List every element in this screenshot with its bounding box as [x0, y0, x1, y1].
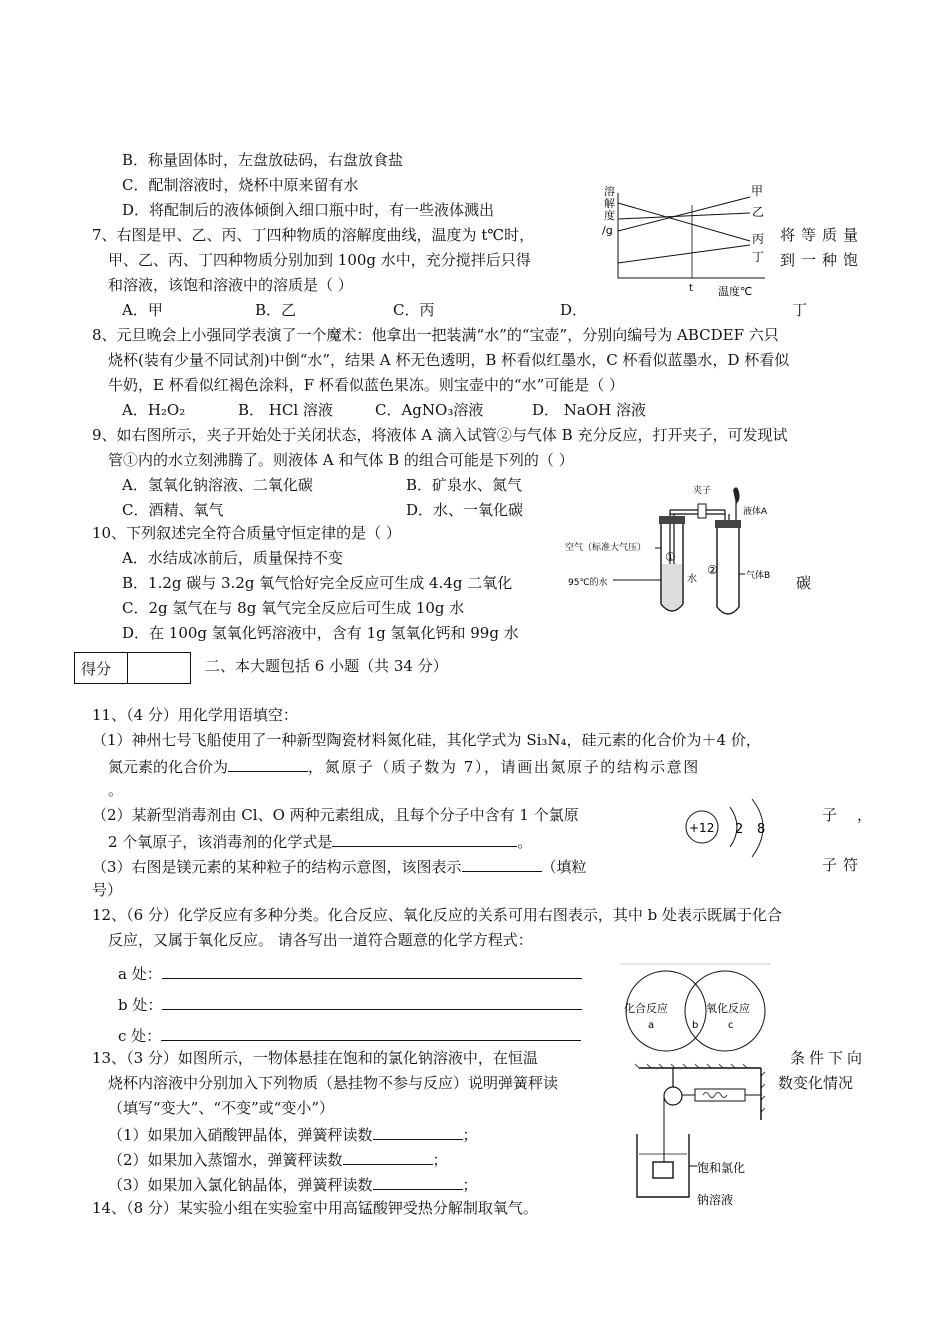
- q8-option-a: A．H₂O₂: [122, 401, 186, 419]
- q13-blank-1[interactable]: [373, 1123, 463, 1140]
- q11-blank-1[interactable]: [228, 755, 308, 772]
- q12-b-line: b 处：: [118, 993, 582, 1015]
- q12-line2: 反应，又属于氧化反应。 请各写出一道符合题意的化学方程式：: [108, 931, 533, 949]
- q13-line1-tail: 条件下向: [790, 1049, 867, 1067]
- clip-label: 夹子: [693, 486, 712, 496]
- q10-option-a: A．水结成冰前后，质量保持不变: [122, 549, 343, 567]
- shell-1-count: 2: [735, 822, 744, 837]
- curve-bing-label: 丙: [752, 232, 765, 246]
- air-label: 空气（标准大气压）: [565, 543, 647, 553]
- q12-blank-c[interactable]: [161, 1024, 581, 1041]
- hanging-object: [653, 1162, 673, 1178]
- q9-option-a: A．氢氧化钠溶液、二氧化碳: [122, 476, 313, 494]
- score-field[interactable]: [128, 653, 191, 684]
- q11-p1-line3: 。: [108, 781, 124, 799]
- shell-2-count: 8: [757, 822, 766, 837]
- curve-ding-label: 丁: [752, 250, 765, 264]
- pulley-icon: [664, 1087, 682, 1105]
- venn-a: a: [648, 1020, 655, 1031]
- q6-option-d: D．将配制后的液体倾倒入细口瓶中时，有一些液体溅出: [122, 201, 495, 219]
- q6-option-c: C．配制溶液时，烧杯中原来留有水: [122, 176, 359, 194]
- solution-label-1: 饱和氯化: [697, 1161, 746, 1175]
- q6-option-b: B．称量固体时，左盘放砝码，右盘放食盐: [122, 151, 404, 169]
- q8-line2: 烧杯(装有少量不同试剂)中倒“水”，结果 A 杯无色透明，B 杯看似红墨水，C 杯看似蓝墨水，D 杯看似: [108, 351, 790, 369]
- q9-line2: 管①内的水立刻沸腾了。则液体 A 和气体 B 的组合可能是下列的（ ）: [108, 451, 574, 469]
- tube-1-stopper: [659, 516, 685, 524]
- q10-option-b: B．1.2g 碳与 3.2g 氧气恰好完全反应可生成 4.4g 二氧化: [122, 574, 513, 592]
- tube-2: [717, 524, 739, 614]
- nucleus-charge: +12: [689, 821, 715, 835]
- q11-blank-2[interactable]: [332, 830, 517, 847]
- spring-balance-figure: [625, 1062, 770, 1210]
- solution-label-2: 钠溶液: [697, 1193, 734, 1207]
- tube-2-label: ②: [707, 563, 718, 577]
- mg-ion-diagram: [680, 795, 780, 865]
- tube-1-label: ①: [665, 550, 676, 564]
- q9-line1: 9、如右图所示，夹子开始处于关闭状态，将液体 A 滴入试管②与气体 B 充分反应，打开夹子，可发现试: [92, 426, 788, 444]
- q11-p3-line1-tail: 子符: [822, 856, 865, 874]
- q13-p3: （3）如果加入氯化钠晶体，弹簧秤读数 ；: [108, 1173, 478, 1195]
- reaction-venn-diagram: [618, 962, 773, 1054]
- q7-option-d: D．: [560, 301, 588, 319]
- q11-p3-line1: （3）右图是镁元素的某种粒子的结构示意图，该图表示 （填粒: [92, 855, 587, 877]
- venn-right-label: 氧化反应: [706, 1002, 750, 1015]
- q13-p1: （1）如果加入硝酸钾晶体，弹簧秤读数 ；: [108, 1123, 478, 1145]
- q7-line1-tail: 将等质量: [780, 226, 865, 244]
- q11-p2-line1-tail: 子，: [822, 806, 893, 824]
- q9-option-b: B．矿泉水、氮气: [406, 476, 523, 494]
- graph-ylabel-4: /g: [602, 224, 613, 237]
- venn-b: b: [692, 1020, 699, 1031]
- q11-p2-line2: 2 个氧原子，该消毒剂的化学式是 。: [108, 830, 532, 852]
- q11-line1: 11、（4 分）用化学用语填空：: [92, 706, 298, 724]
- curve-jia-label: 甲: [751, 184, 764, 198]
- q7-line1: 7、右图是甲、乙、丙、丁四种物质的溶解度曲线，温度为 t℃时，: [92, 226, 535, 244]
- q10-option-c: C．2g 氢气在与 8g 氧气完全反应后可生成 10g 水: [122, 599, 465, 617]
- graph-ylabel-1: 溶: [604, 185, 615, 198]
- curve-bing: [618, 203, 750, 241]
- graph-t-label: t: [689, 283, 693, 294]
- section2-title: 二、本大题包括 6 小题（共 34 分）: [205, 657, 448, 675]
- curve-ding: [618, 245, 750, 263]
- q13-line3: （填写“变大”、“不变”或“变小”）: [108, 1099, 335, 1117]
- q12-blank-a[interactable]: [162, 962, 582, 979]
- dropper-bulb: [733, 487, 740, 504]
- water95-label: 95℃的水: [568, 578, 608, 588]
- q13-line1: 13、（3 分）如图所示，一物体悬挂在饱和的氯化钠溶液中，在恒温: [92, 1049, 538, 1067]
- venn-c: c: [728, 1020, 734, 1031]
- q12-blank-b[interactable]: [162, 993, 582, 1010]
- q7-option-b: B．乙: [255, 301, 297, 319]
- q12-c-line: c 处：: [118, 1024, 581, 1046]
- q11-p1-line1: （1）神州七号飞船使用了一种新型陶瓷材料氮化硅，其化学式为 Si₃N₄，硅元素的化合价为＋4 价，: [92, 731, 761, 749]
- q13-blank-3[interactable]: [373, 1173, 463, 1190]
- q11-p1-line2: 氮元素的化合价为 ，氮原子（质子数为 7），请画出氮原子的结构示意图: [108, 755, 700, 777]
- q9-option-c: C．酒精、氧气: [122, 501, 224, 519]
- q8-option-b: B． HCl 溶液: [238, 401, 333, 419]
- venn-left-label: 化合反应: [624, 1002, 668, 1015]
- curve-yi-label: 乙: [752, 205, 765, 219]
- q7-option-d-tail: 丁: [792, 301, 808, 319]
- q9-apparatus-figure: [565, 482, 795, 622]
- q11-p3-line2: 号）: [92, 881, 123, 899]
- water-label: 水: [687, 574, 697, 585]
- score-label: 得分: [75, 653, 128, 684]
- spring-scale: [695, 1089, 745, 1101]
- q8-line1: 8、元旦晚会上小强同学表演了一个魔术：他拿出一把装满“水”的“宝壶”，分别向编号为 ABCDEF 六只: [92, 326, 779, 344]
- q14-line1: 14、（8 分）某实验小组在实验室中用高锰酸钾受热分解制取氧气。: [92, 1199, 538, 1217]
- tube-1-water: [662, 564, 682, 610]
- solubility-graph: [600, 183, 770, 301]
- q7-line3: 和溶液，该饱和溶液中的溶质是（ ）: [108, 276, 353, 294]
- gas-b-label: 气体B: [746, 571, 771, 581]
- tube-2-stopper: [715, 520, 741, 528]
- q10-line1: 10、下列叙述完全符合质量守恒定律的是（ ）: [92, 524, 401, 542]
- q7-option-c: C．丙: [393, 301, 435, 319]
- q12-a-line: a 处：: [118, 962, 582, 984]
- score-box: [74, 652, 191, 684]
- q11-p2-line1: （2）某新型消毒剂由 Cl、O 两种元素组成，且每个分子中含有 1 个氯原: [92, 806, 579, 824]
- q13-line2-tail: 数变化情况: [778, 1074, 854, 1092]
- liquid-a-label: 液体A: [743, 507, 768, 517]
- q13-line2: 烧杯内溶液中分别加入下列物质（悬挂物不参与反应）说明弹簧秤读: [108, 1074, 559, 1092]
- graph-ylabel-3: 度: [604, 209, 615, 222]
- q13-blank-2[interactable]: [343, 1148, 433, 1165]
- clip-icon: [698, 504, 706, 518]
- q12-line1: 12、（6 分）化学反应有多种分类。化合反应、氧化反应的关系可用右图表示，其中 b 处表示既属于化合: [92, 906, 783, 924]
- graph-xlabel: 温度℃: [718, 285, 753, 298]
- q9-option-d: D．水、一氧化碳: [406, 501, 524, 519]
- q7-line2: 甲、乙、丙、丁四种物质分别加到 100g 水中，充分搅拌后只得: [108, 251, 531, 269]
- q8-option-c: C．AgNO₃溶液: [375, 401, 484, 419]
- q8-option-d: D． NaOH 溶液: [532, 401, 647, 419]
- graph-ylabel-2: 解: [604, 197, 615, 210]
- q7-option-a: A．甲: [122, 301, 163, 319]
- q10-option-d: D．在 100g 氢氧化钙溶液中，含有 1g 氢氧化钙和 99g 水: [122, 624, 519, 642]
- q7-line2-tail: 到一种饱: [780, 251, 865, 269]
- q8-line3: 牛奶，E 杯看似红褐色涂料，F 杯看似蓝色果冻。则宝壶中的“水”可能是（ ）: [108, 376, 625, 394]
- q13-p2: （2）如果加入蒸馏水，弹簧秤读数 ；: [108, 1148, 448, 1170]
- q11-blank-3[interactable]: [462, 855, 542, 872]
- q10-option-b-tail: 碳: [796, 574, 812, 592]
